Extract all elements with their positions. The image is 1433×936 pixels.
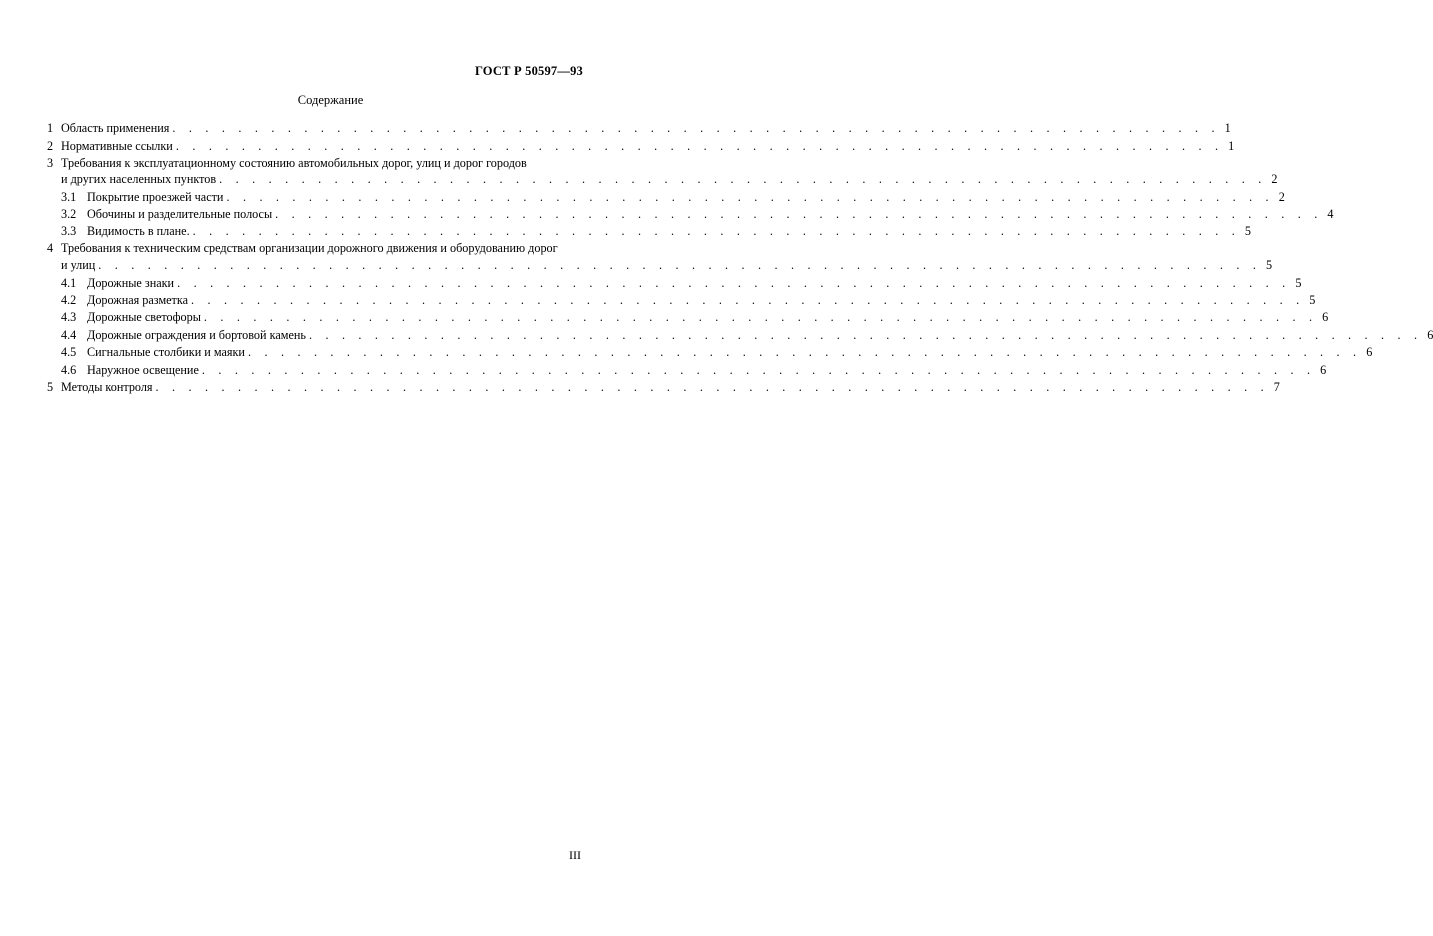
document-code: ГОСТ Р 50597—93 (474, 64, 583, 78)
toc-entry-4-2[interactable] (61, 292, 1316, 308)
toc-leader-dots: . . . . . . . . . . . . . . . . . . . . . . . . . . . . . . . . . . . . . . . . . . . . . . . . . . . . . . . . . . . . . . . . (175, 139, 1224, 153)
toc-entry-page: 7 (1273, 380, 1280, 394)
toc-leader-dots: . . . . . . . . . . . . . . . . . . . . . . . . . . . . . . . . . . . . . . . . . . . . . . . . . . . . . . . . . . . . . . . . . . . . (308, 328, 1423, 342)
toc-entry-label: Дорожные ограждения и бортовой камень (87, 328, 306, 342)
toc-title: Содержание (297, 93, 364, 107)
toc-entry-number: 3.1 (61, 190, 77, 204)
toc-entry-page: 1 (1224, 121, 1231, 135)
toc-entry-number: 4 (47, 241, 54, 255)
toc-entry-label: Требования к техническим средствам организации дорожного движения и оборудованию дорог (61, 241, 558, 255)
toc-entry-label: Покрытие проезжей части (87, 190, 224, 204)
toc-entry-1[interactable] (47, 120, 1231, 136)
toc-entry-3-1[interactable] (61, 189, 1285, 205)
toc-entry-4-4[interactable] (61, 327, 1433, 343)
toc-entry-page: 5 (1309, 293, 1316, 307)
toc-leader-dots: . . . . . . . . . . . . . . . . . . . . . . . . . . . . . . . . . . . . . . . . . . . . . . . . . . . . . . . . . . . . . . . . . . . . (201, 363, 1316, 377)
toc-entry-label: Требования к эксплуатационному состоянию автомобильных дорог, улиц и дорог городов (61, 156, 527, 170)
toc-leader-dots: . . . . . . . . . . . . . . . . . . . . . . . . . . . . . . . . . . . . . . . . . . . . . . . . . . . . . . . . . . . . . . . . . . . . (177, 276, 1291, 290)
toc-entry-page: 4 (1327, 207, 1334, 221)
toc-leader-dots: . . . . . . . . . . . . . . . . . . . . . . . . . . . . . . . . . . . . . . . . . . . . . . . . . . . . . . . . . . . . . . . . (226, 190, 1274, 204)
toc-entry-number: 4.1 (61, 276, 77, 290)
toc-entry-number: 4.4 (61, 328, 77, 342)
toc-entry-label-continued: и других населенных пунктов (61, 172, 217, 186)
toc-entry-label: Дорожная разметка (87, 293, 189, 307)
toc-entry-number: 3 (47, 156, 54, 170)
toc-leader-dots: . . . . . . . . . . . . . . . . . . . . . . . . . . . . . . . . . . . . . . . . . . . . . . . . . . . . . . . . . . . . . . . . (275, 207, 1323, 221)
toc-entry-page: 6 (1427, 328, 1433, 342)
toc-entry-number: 4.5 (61, 345, 77, 359)
toc-entry-3-3[interactable] (61, 223, 1251, 239)
toc-leader-dots: . . . . . . . . . . . . . . . . . . . . . . . . . . . . . . . . . . . . . . . . . . . . . . . . . . . . . . . . . . . . . . . . . . . . (247, 345, 1362, 359)
toc-entry-page: 2 (1271, 172, 1278, 186)
page-number-roman: III (569, 848, 581, 862)
toc-leader-dots: . . . . . . . . . . . . . . . . . . . . . . . . . . . . . . . . . . . . . . . . . . . . . . . . . . . . . . . . . . . . . . . . . . . . (155, 380, 1269, 394)
toc-entry-number: 2 (47, 139, 54, 153)
toc-entry-label: Обочины и разделительные полосы (87, 207, 273, 221)
toc-entry-number: 1 (47, 121, 54, 135)
toc-entry-page: 6 (1322, 310, 1329, 324)
toc-leader-dots: . . . . . . . . . . . . . . . . . . . . . . . . . . . . . . . . . . . . . . . . . . . . . . . . . . . . . . . . . . . . . . . . (219, 172, 1267, 186)
toc-entry-label: Сигнальные столбики и маяки (87, 345, 245, 359)
toc-entry-3-2[interactable] (61, 206, 1334, 222)
toc-entry-4-5[interactable] (61, 344, 1373, 360)
toc-entry-2[interactable] (47, 138, 1235, 154)
toc-entry-label: Методы контроля (61, 380, 153, 394)
toc-entry-label-continued: и улиц (61, 258, 96, 272)
toc-entry-label: Наружное освещение (87, 363, 199, 377)
toc-entry-4-1[interactable] (61, 275, 1302, 291)
toc-entry-number: 4.3 (61, 310, 77, 324)
toc-entry-4-line1[interactable] (47, 240, 558, 256)
toc-leader-dots: . . . . . . . . . . . . . . . . . . . . . . . . . . . . . . . . . . . . . . . . . . . . . . . . . . . . . . . . . . . . . . . . . . . . (203, 310, 1318, 324)
toc-entry-label: Видимость в плане. (87, 224, 190, 238)
toc-entry-5[interactable] (47, 379, 1280, 395)
toc-entry-page: 1 (1228, 139, 1235, 153)
toc-entry-number: 3.3 (61, 224, 77, 238)
toc-entry-page: 5 (1265, 258, 1273, 272)
toc-entry-page: 5 (1295, 276, 1302, 290)
toc-leader-dots: . . . . . . . . . . . . . . . . . . . . . . . . . . . . . . . . . . . . . . . . . . . . . . . . . . . . . . . . . . . . . . . . . . . . . . . (98, 258, 1262, 272)
toc-entry-label: Область применения (61, 121, 170, 135)
toc-entry-4-6[interactable] (61, 362, 1327, 378)
toc-entry-page: 2 (1278, 190, 1285, 204)
toc-entry-label: Нормативные ссылки (61, 139, 173, 153)
toc-leader-dots: . . . . . . . . . . . . . . . . . . . . . . . . . . . . . . . . . . . . . . . . . . . . . . . . . . . . . . . . . . . . . . . . . . . . (191, 293, 1305, 307)
toc-entry-3-line2[interactable] (61, 171, 1278, 187)
toc-entry-page: 5 (1244, 224, 1251, 238)
toc-leader-dots: . . . . . . . . . . . . . . . . . . . . . . . . . . . . . . . . . . . . . . . . . . . . . . . . . . . . . . . . . . . . . . . . (192, 224, 1240, 238)
toc-entry-number: 3.2 (61, 207, 77, 221)
toc-entry-4-3[interactable] (61, 309, 1329, 325)
toc-entry-3-line1[interactable] (47, 155, 527, 171)
toc-entry-page: 6 (1320, 363, 1327, 377)
toc-entry-number: 4.6 (61, 363, 77, 377)
toc-entry-page: 6 (1366, 345, 1373, 359)
toc-entry-number: 4.2 (61, 293, 77, 307)
toc-leader-dots: . . . . . . . . . . . . . . . . . . . . . . . . . . . . . . . . . . . . . . . . . . . . . . . . . . . . . . . . . . . . . . . . (172, 121, 1220, 135)
toc-entry-label: Дорожные знаки (87, 276, 175, 290)
toc-entry-number: 5 (47, 380, 54, 394)
toc-entry-4-line2[interactable] (61, 257, 1273, 273)
toc-entry-label: Дорожные светофоры (87, 310, 201, 324)
